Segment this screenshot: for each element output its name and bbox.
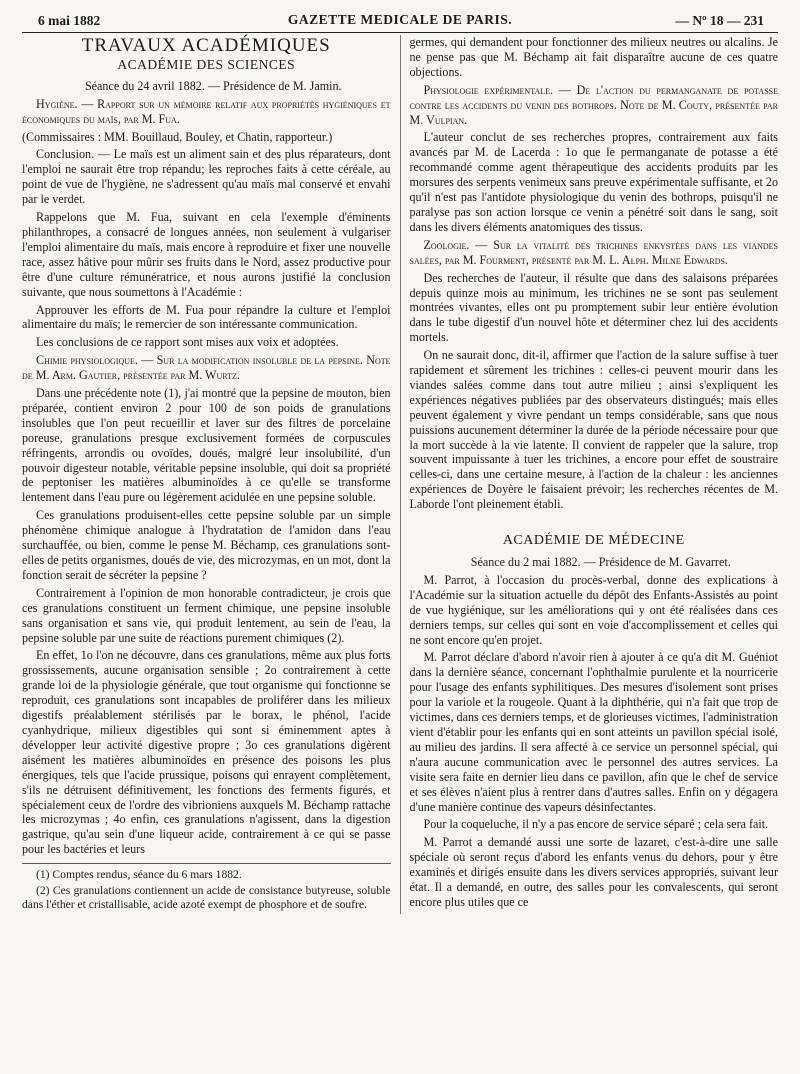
right-column	[401, 35, 779, 914]
paragraph: En effet, 1o l'on ne découvre, dans ces granulations, même aux plus forts grossissements, aucune organisation sensible ; 2o contrairement à cette grande loi de la physiologie générale, que tout organisme qui fonctionne se reproduit, ces granulations sont incapables de proliférer dans les milieux digestifs préalablement stérilisés par le borax, le phénol, l'acide cyanhydrique, milieux digestibles qui sont si éminemment aptes à développer leur activité digestive propre ; 3o ces granulations digèrent aisément les matières albuminoïdes en présence des poisons les plus énergiques, tels que l'acide prussique, poisons qui enrayent complètement, s'ils ne détruisent définitivement, les fonctions des ferments figurés, et spécialement ceux de l'ordre des vibrioniens auxquels M. Béchamp rattache les microzymas ; 4o enfin, ces granulations n'agissent, dans la digestion gastrique, qu'au sein d'une liqueur acide, contrairement à ce qui se passe pour les bactéries et leurs	[22, 648, 391, 857]
commissioners-line: (Commissaires : MM. Bouillaud, Bouley, et Chatin, rapporteur.)	[22, 129, 333, 144]
paragraph: Conclusion. — Le maïs est un aliment sain et des plus réparateurs, dont l'emploi ne saurait être trop répandu; les reproches faits à cette céréale, au point de vue de l'hygiène, ne s'adressent qu'au maïs mal conservé et envahi par le verdet.	[22, 147, 391, 207]
hygiene-heading: Hygiène. — Rapport sur un mémoire relatif aux propriétés hygiéniques et économiques du maïs, par M. Fua.	[22, 96, 391, 126]
session-line: Séance du 24 avril 1882. — Présidence de M. Jamin.	[84, 78, 342, 93]
paragraph: L'auteur conclut de ses recherches propres, contrairement aux faits avancés par M. de Lacerda : 1o que le permanganate de potasse a été recommandé comme agent thérapeutique des accidents produits par les morsures des serpents venimeux sans preuve expérimentale suffisante, et 2o qu'il n'est pas l'antidote physiologique du venin des bothrops, puisqu'il ne paralyse pas son action lorsque ce venin a pénétré soit dans le sang, soit dans les divers éléments anatomiques des tissus.	[409, 130, 778, 234]
paragraph: Ces granulations produisent-elles cette pepsine soluble par un simple phénomène chimique analogue à l'hydratation de l'amidon dans l'eau surchauffée, ou bien, comme le pense M. Béchamp, ces granulations sont-elles de petits organismes, doués de vie, des microzymas, en un mot, dont la fonction serait de sécréter la pepsine ?	[22, 508, 391, 582]
page-header	[22, 10, 778, 33]
paragraph: Rappelons que M. Fua, suivant en cela l'exemple d'éminents philanthropes, a consacré de longues années, non seulement à vulgariser l'emploi alimentaire du maïs, mais encore à reproduire et fixer une nouvelle race, assez hâtive pour mûrir ses fruits dans le Nord, assez productive pour être d'une culture rémunératrice, et nous aurons justifié la conclusion suivante, que nous soumettons à l'Académie :	[22, 210, 391, 299]
paragraph: Dans une précédente note (1), j'ai montré que la pepsine de mouton, bien préparée, contient environ 2 pour 100 de son poids de granulations insolubles que l'on peut recueillir et laver sur des filtres de porcelaine poreuse, granulations presque exclusivement formées de corpuscules réfringents, arrondis ou ovoïdes, doués, malgré leur insolubilité, d'un pouvoir digesteur notable, véritable pepsine insoluble, qui doit sa propriété de peptoniser les matières albuminoïdes à ce qu'elle se transforme lentement dans l'eau pure ou légèrement acidulée en une pepsine soluble.	[22, 386, 391, 505]
academy-title: ACADÉMIE DES SCIENCES	[117, 56, 296, 72]
header-title: GAZETTE MEDICALE DE PARIS.	[287, 12, 513, 27]
zoology-heading: Zoologie. — Sur la vitalité des trichines enkystées dans les viandes salées, par M. Fourment, présenté par M. L. Alph. Milne Edwards.	[409, 237, 778, 267]
paragraph: Pour la coqueluche, il n'y a pas encore de service séparé ; cela sera fait.	[423, 817, 769, 832]
physiology-heading: Physiologie expérimentale. — De l'action du permanganate de potasse contre les accidents du venin des bothrops. Note de M. Couty, présentée par M. Vulpian.	[409, 82, 778, 127]
paragraph: Les conclusions de ce rapport sont mises aux voix et adoptées.	[36, 335, 339, 350]
paragraph: Approuver les efforts de M. Fua pour répandre la culture et l'emploi alimentaire du maïs; le remercier de son intéressante communication.	[22, 302, 391, 332]
footnote: (2) Ces granulations contiennent un acide de consistance butyreuse, soluble dans l'éther et cristallisable, acide azoté exempt de phosphore et de soufre.	[22, 884, 391, 912]
footnotes	[22, 863, 391, 912]
paragraph: germes, qui demandent pour fonctionner des milieux neutres ou alcalins. Je ne pense pas que M. Béchamp ait fait disparaître aucune de ces quatre objections.	[409, 35, 778, 79]
footnote: (1) Comptes rendus, séance du 6 mars 1882.	[36, 868, 242, 882]
section-title: TRAVAUX ACADÉMIQUES	[81, 35, 331, 56]
paragraph: Contrairement à l'opinion de mon honorable contradicteur, je crois que ces granulations constituent un ferment chimique, une pepsine insoluble sans organisation et sans vie, qui produit lentement, au sein de l'eau, la pepsine soluble par une suite de réactions purement chimiques (2).	[22, 585, 391, 645]
session-line: Séance du 2 mai 1882. — Présidence de M. Gavarret.	[470, 555, 731, 569]
chemistry-heading: Chimie physiologique. — Sur la modification insoluble de la pepsine. Note de M. Arm. Gautier, présentée par M. Wurtz.	[22, 353, 391, 383]
academy-title: ACADÉMIE DE MÉDECINE	[502, 533, 685, 549]
left-column	[22, 35, 401, 914]
paragraph: M. Parrot a demandé aussi une sorte de lazaret, c'est-à-dire une salle spéciale où seront reçus d'abord les enfants venus du dehors, pour y être examinés et dirigés ensuite dans les divers services appropriés, suivant leur état. Il a demandé, en outre, des salles pour les convalescents, qui seront encore plus utiles que ce	[409, 835, 778, 909]
paragraph: M. Parrot déclare d'abord n'avoir rien à ajouter à ce qu'a dit M. Guéniot dans la dernière séance, concernant l'ophthalmie purulente et la nourricerie pour l'usage des enfants syphilitiques. Des mesures d'isolement sont prises pour la variole et la rougeole. Quant à la diphthérie, qui n'a fait que trop de victimes, dans ces derniers temps, et de glorieuses victimes, l'administration vient d'établir pour les enfants qui en sont atteints un pavillon spécial isolé, au milieu des jardins. Il sera affecté à ce service un personnel spécial, qui n'aura aucune communication avec le personnel des autres services. La visite sera faite en dernier lieu dans ce pavillon, afin que le chef de service et ses élèves n'aient plus à rentrer dans d'autres salles. Enfin on y dégagera d'une manière continue des vapeurs désinfectantes.	[409, 650, 778, 814]
paragraph: M. Parrot, à l'occasion du procès-verbal, donne des explications à l'Académie sur la situation actuelle du dépôt des Enfants-Assistés au point de vue hygiénique, sur les améliorations qui y ont été réalisées dans ces derniers temps, sur celles qui sont en voie d'accomplissement et celles qui ne sont encore qu'en projet.	[409, 572, 778, 647]
header-page-number: — Nº 18 — 231	[675, 13, 764, 28]
paragraph: On ne saurait donc, dit-il, affirmer que l'action de la salure suffise à tuer rapidement et sûrement les trichines : celles-ci peuvent mourir dans les viandes salées comme dans tout autre milieu ; ainsi s'expliquent les expériences négatives publiées par des observateurs distingués; mais elles peuvent également y vivre pendant un temps considérable, sans que nous puissions aucunement déterminer la durée de la période nécessaire pour que la mort succède à la vie latente. Il convient de rappeler que la salure, trop souvent impuissante à tuer les trichines, a encore pour effet de soustraire celles-ci, dans une certaine mesure, à l'action de la chaleur : les anciennes expériences de Doyère le faisaient prévoir; les recherches récentes de M. Laborde l'ont pleinement établi.	[409, 348, 778, 512]
paragraph: Des recherches de l'auteur, il résulte que dans des salaisons préparées depuis quinze mois au minimum, les trichines ne se sont pas seulement montrées vivantes, elles ont pu promptement subir leur entière évolution dans le tube digestif d'un nouvel hôte et déterminer chez lui des accidents mortels.	[409, 270, 778, 345]
header-date: 6 mai 1882	[38, 13, 101, 28]
